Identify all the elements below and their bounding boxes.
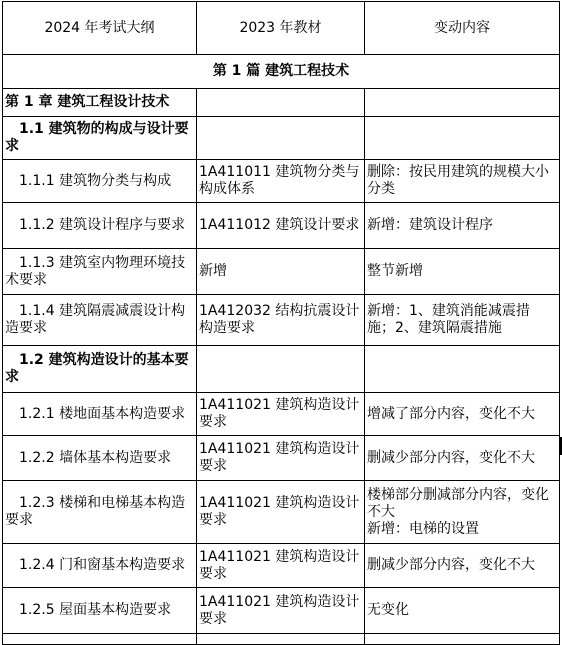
outline-comparison-table	[2, 1, 560, 645]
table-header-row	[3, 2, 560, 55]
empty-cell	[197, 89, 365, 117]
chapter-title: 第 1 章 建筑工程设计技术	[3, 89, 197, 117]
change-item: 删减少部分内容，变化不大	[365, 544, 560, 588]
header-2024-outline: 2024 年考试大纲	[3, 2, 197, 55]
empty-cell	[197, 346, 365, 393]
change-item	[365, 481, 560, 544]
outline-item: 1.2.1 楼地面基本构造要求	[3, 393, 197, 436]
empty-cell	[197, 117, 365, 160]
outline-item: 1.1.3 建筑室内物理环境技术要求	[3, 249, 197, 295]
part-title: 第 1 篇 建筑工程技术	[3, 55, 560, 89]
section-title: 1.2 建筑构造设计的基本要求	[3, 346, 197, 393]
outline-item: 1.1.4 建筑隔震减震设计构造要求	[3, 295, 197, 346]
empty-cell	[365, 634, 560, 645]
change-line: 楼梯部分删减部分内容，变化不大	[367, 486, 549, 520]
table-row	[3, 203, 560, 249]
change-item: 新增：1、建筑消能减震措施；2、建筑隔震措施	[365, 295, 560, 346]
outline-item: 1.2.5 屋面基本构造要求	[3, 588, 197, 634]
outline-item: 1.2.3 楼梯和电梯基本构造要求	[3, 481, 197, 544]
table-row	[3, 481, 560, 544]
textbook-item: 1A411021 建筑构造设计要求	[197, 544, 365, 588]
table-row	[3, 544, 560, 588]
table-row	[3, 249, 560, 295]
section-row	[3, 346, 560, 393]
table-row	[3, 393, 560, 436]
textbook-item: 1A412032 结构抗震设计构造要求	[197, 295, 365, 346]
header-change-content: 变动内容	[365, 2, 560, 55]
outline-item: 1.2.2 墙体基本构造要求	[3, 436, 197, 481]
section-row	[3, 117, 560, 160]
empty-cell	[365, 117, 560, 160]
section-title: 1.1 建筑物的构成与设计要求	[3, 117, 197, 160]
empty-cell	[3, 634, 197, 645]
textbook-item: 1A411021 建筑构造设计要求	[197, 436, 365, 481]
change-item: 增减了部分内容，变化不大	[365, 393, 560, 436]
part-title-row	[3, 55, 560, 89]
textbook-item: 1A411012 建筑设计要求	[197, 203, 365, 249]
textbook-item: 1A411021 建筑构造设计要求	[197, 393, 365, 436]
table-row	[3, 588, 560, 634]
change-item: 无变化	[365, 588, 560, 634]
change-item: 删除：按民用建筑的规模大小分类	[365, 160, 560, 203]
table-row	[3, 295, 560, 346]
outline-item: 1.2.4 门和窗基本构造要求	[3, 544, 197, 588]
change-item: 删减少部分内容，变化不大	[365, 436, 560, 481]
empty-cell	[365, 89, 560, 117]
textbook-item: 1A411011 建筑物分类与构成体系	[197, 160, 365, 203]
change-line: 新增：电梯的设置	[367, 520, 479, 537]
chapter-row	[3, 89, 560, 117]
table-row	[3, 436, 560, 481]
header-2023-textbook: 2023 年教材	[197, 2, 365, 55]
textbook-item: 1A411021 建筑构造设计要求	[197, 588, 365, 634]
textbook-item: 新增	[197, 249, 365, 295]
empty-cell	[197, 634, 365, 645]
change-item: 整节新增	[365, 249, 560, 295]
empty-cell	[365, 346, 560, 393]
table-row	[3, 160, 560, 203]
change-item: 新增：建筑设计程序	[365, 203, 560, 249]
table-row-partial	[3, 634, 560, 645]
outline-item: 1.1.2 建筑设计程序与要求	[3, 203, 197, 249]
outline-item: 1.1.1 建筑物分类与构成	[3, 160, 197, 203]
textbook-item: 1A411021 建筑构造设计要求	[197, 481, 365, 544]
